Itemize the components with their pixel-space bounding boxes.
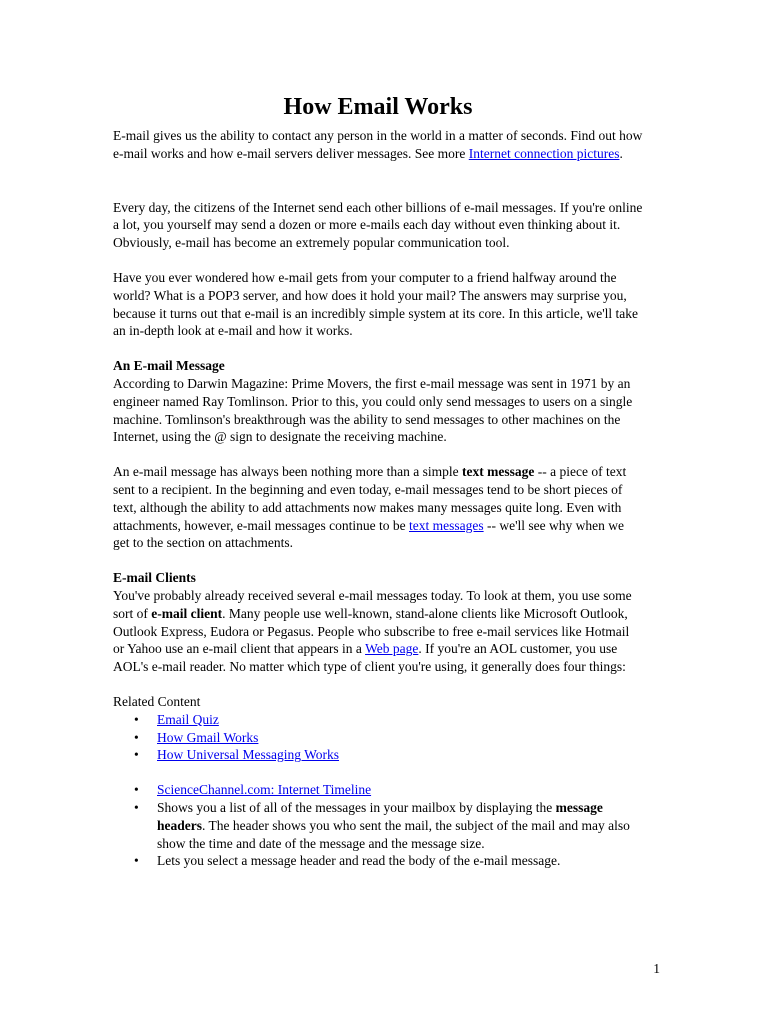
document-page xyxy=(113,93,643,870)
s1p2-mid: -- a piece of text sent to a recipient. In the beginning and even today, e-mail messages tend to be short pieces of text, although the ability to add attachments now makes many messages quite long. Even with attachments, however, e-mail messages continue to be xyxy=(113,464,627,533)
s2-start: You've probably already received several e-mail messages today. To look at them, you use some sort of xyxy=(113,587,632,621)
intro-paragraph xyxy=(113,127,643,163)
related-content-label: Related Content xyxy=(113,693,201,709)
s2-mid: . Many people use well-known, stand-alone clients like Microsoft Outlook, Outlook Express, Eudora or Pegasus. People who subscribe to free e-mail services like Hotmail or Yahoo use an e-mail client that appears in a xyxy=(113,605,630,657)
list-item xyxy=(113,729,643,747)
text-messages-link[interactable]: text messages xyxy=(409,517,484,533)
section-heading-email-message: An E-mail Message xyxy=(113,358,225,374)
intro-text: E-mail gives us the ability to contact any person in the world in a matter of seconds. Find out how e-mail works and how e-mail servers deliver messages. See more xyxy=(113,128,643,161)
list-item xyxy=(113,746,643,764)
s2-bold: e-mail client xyxy=(151,605,223,621)
paragraph-2: Have you ever wondered how e-mail gets from your computer to a friend halfway around the world? What is a POP3 server, and how does it hold your mail? The answers may surprise you, because it turns out that e-mail is an incredibly simple system at its core. In this article, we'll take an in-depth look at e-mail and how it works. xyxy=(113,269,639,339)
s1p2-start: An e-mail message has always been nothing more than a simple xyxy=(113,464,463,480)
list-item xyxy=(113,781,643,799)
page-number: 1 xyxy=(653,961,660,976)
section1-paragraph-1: According to Darwin Magazine: Prime Movers, the first e-mail message was sent in 1971 by an engineer named Ray Tomlinson. Prior to this, you could only send messages to users on a single machine. Tomlinson's breakthrough was the ability to send messages to other machines on the Internet, using the @ sign to designate the receiving machine. xyxy=(113,375,633,445)
item2-bold: message headers xyxy=(157,799,603,833)
list-item xyxy=(113,711,643,729)
web-page-link[interactable]: Web page xyxy=(365,641,419,657)
page-title: How Email Works xyxy=(283,94,473,120)
how-gmail-works-link[interactable]: How Gmail Works xyxy=(157,729,259,745)
section2-paragraph xyxy=(113,587,643,676)
paragraph-1: Every day, the citizens of the Internet send each other billions of e-mail messages. If you're online a lot, you yourself may send a dozen or more e-mails each day without even thinking about it. Obviously, e-mail has become an extremely popular communication tool. xyxy=(113,199,643,251)
s1p2-end: -- we'll see why when we get to the section on attachments. xyxy=(113,517,624,551)
related-content-list xyxy=(113,711,643,764)
section1-paragraph-2 xyxy=(113,463,643,552)
client-functions-list xyxy=(113,781,643,870)
intro-end: . xyxy=(619,145,623,161)
item2-end: . The header shows you who sent the mail, the subject of the mail and may also show the time and date of the message and the message size. xyxy=(157,817,630,851)
s1p2-bold: text message xyxy=(462,464,535,480)
s2-end: . If you're an AOL customer, you use AOL's e-mail reader. No matter which type of client you're using, it generally does four things: xyxy=(113,641,626,675)
how-universal-messaging-works-link[interactable]: How Universal Messaging Works xyxy=(157,747,340,763)
section-heading-email-clients: E-mail Clients xyxy=(113,570,196,586)
sciencechannel-internet-timeline-link[interactable]: ScienceChannel.com: Internet Timeline xyxy=(157,782,372,798)
email-quiz-link[interactable]: Email Quiz xyxy=(157,711,219,727)
list-item xyxy=(113,799,643,852)
item2-start: Shows you a list of all of the messages in your mailbox by displaying the xyxy=(157,799,556,815)
internet-connection-pictures-link[interactable]: Internet connection pictures xyxy=(468,145,620,161)
list-item: • Lets you select a message header and read the body of the e-mail message. xyxy=(113,852,643,870)
